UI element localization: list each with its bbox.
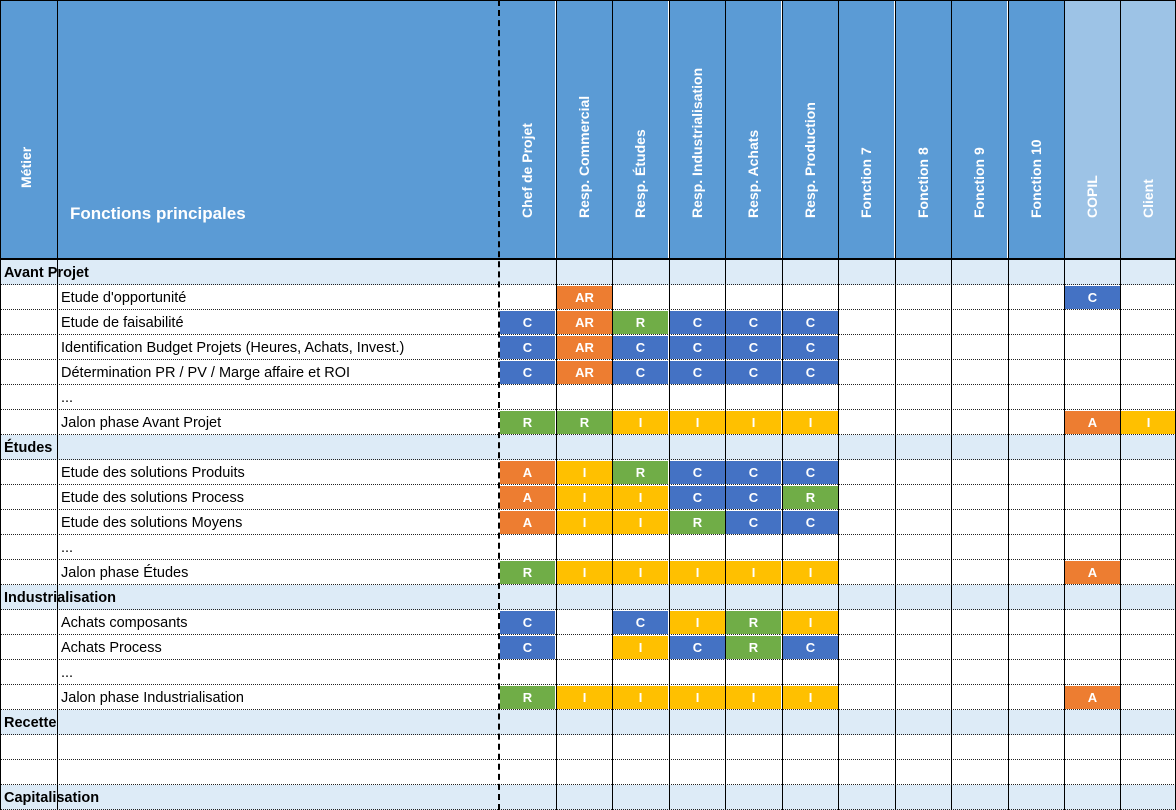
header-role-cell bbox=[1120, 0, 1176, 259]
raci-tag: C bbox=[613, 361, 668, 384]
task-label bbox=[57, 760, 499, 785]
raci-tag: C bbox=[783, 461, 838, 484]
header-role-label: Resp. Études bbox=[632, 129, 648, 218]
task-label: Etude des solutions Produits bbox=[61, 464, 245, 481]
raci-tag: C bbox=[500, 361, 555, 384]
header-role-label: Fonction 10 bbox=[1028, 139, 1044, 218]
grid-row-line bbox=[0, 684, 1176, 685]
raci-tag: C bbox=[670, 311, 725, 334]
raci-tag: R bbox=[500, 561, 555, 584]
header-role-cell bbox=[499, 0, 555, 259]
raci-tag: I bbox=[783, 411, 838, 434]
grid-col-line bbox=[895, 0, 896, 810]
raci-tag: C bbox=[783, 336, 838, 359]
grid-row-line bbox=[0, 509, 1176, 510]
raci-tag: R bbox=[500, 411, 555, 434]
task-label: Etude des solutions Moyens bbox=[61, 514, 243, 531]
task-label: Achats Process bbox=[61, 639, 162, 656]
raci-tag: R bbox=[557, 411, 612, 434]
raci-tag: AR bbox=[557, 361, 612, 384]
grid-col-line bbox=[669, 0, 670, 810]
header-role-cell bbox=[669, 0, 725, 259]
grid-col-line bbox=[556, 0, 557, 810]
raci-tag: A bbox=[500, 461, 555, 484]
grid-col-line bbox=[1120, 0, 1121, 810]
raci-tag: R bbox=[726, 611, 781, 634]
header-role-label: Fonction 7 bbox=[858, 147, 874, 218]
grid-col-line bbox=[1008, 0, 1009, 810]
raci-tag: I bbox=[557, 486, 612, 509]
raci-tag: I bbox=[783, 561, 838, 584]
section-label: Études bbox=[4, 439, 53, 456]
grid-row-line bbox=[0, 784, 1176, 785]
raci-tag: I bbox=[670, 411, 725, 434]
task-label: ... bbox=[61, 389, 74, 406]
raci-tag: R bbox=[670, 511, 725, 534]
task-label: Achats composants bbox=[61, 614, 188, 631]
grid-row-line bbox=[0, 409, 1176, 410]
raci-tag: R bbox=[500, 686, 555, 709]
section-label: Avant Projet bbox=[4, 264, 89, 281]
header-role-label: Resp. Production bbox=[802, 102, 818, 218]
raci-tag: R bbox=[613, 311, 668, 334]
task-label: Détermination PR / PV / Marge affaire et ROI bbox=[61, 364, 351, 381]
grid-row-line bbox=[0, 759, 1176, 760]
raci-tag: C bbox=[783, 361, 838, 384]
raci-tag: C bbox=[613, 611, 668, 634]
raci-tag: C bbox=[783, 511, 838, 534]
raci-tag: C bbox=[726, 486, 781, 509]
raci-tag: A bbox=[500, 511, 555, 534]
grid-row-line bbox=[0, 434, 1176, 435]
raci-tag: I bbox=[726, 686, 781, 709]
raci-tag: C bbox=[726, 336, 781, 359]
raci-tag: C bbox=[670, 486, 725, 509]
grid-row-line bbox=[0, 634, 1176, 635]
raci-tag: C bbox=[726, 311, 781, 334]
grid-col-line bbox=[0, 0, 1, 810]
header-metier-cell bbox=[0, 0, 57, 259]
raci-tag: I bbox=[783, 611, 838, 634]
raci-tag: C bbox=[500, 311, 555, 334]
grid-col-line bbox=[498, 0, 500, 810]
grid-row-line bbox=[0, 534, 1176, 535]
raci-tag: I bbox=[1121, 411, 1176, 434]
grid-row-line bbox=[0, 284, 1176, 285]
grid-col-line bbox=[782, 0, 783, 810]
raci-tag: AR bbox=[557, 336, 612, 359]
raci-tag: I bbox=[613, 511, 668, 534]
raci-tag: C bbox=[500, 636, 555, 659]
header-role-cell bbox=[951, 0, 1007, 259]
grid-col-line bbox=[838, 0, 839, 810]
header-role-cell bbox=[838, 0, 894, 259]
header-role-label: Resp. Commercial bbox=[576, 95, 592, 218]
task-label: Etude de faisabilité bbox=[61, 314, 184, 331]
raci-tag: C bbox=[726, 361, 781, 384]
raci-tag: AR bbox=[557, 286, 612, 309]
raci-tag: C bbox=[783, 311, 838, 334]
section-label: Recette bbox=[4, 714, 57, 731]
raci-tag: C bbox=[613, 336, 668, 359]
task-label: ... bbox=[61, 539, 74, 556]
task-label: Identification Budget Projets (Heures, Achats, Invest.) bbox=[61, 339, 405, 356]
header-metier: Métier bbox=[18, 146, 34, 188]
raci-tag: I bbox=[557, 461, 612, 484]
raci-tag: I bbox=[613, 561, 668, 584]
raci-tag: C bbox=[783, 636, 838, 659]
grid-row-line bbox=[0, 459, 1176, 460]
raci-tag: I bbox=[783, 686, 838, 709]
header-role-label: Resp. Industrialisation bbox=[689, 67, 705, 218]
header-role-cell bbox=[556, 0, 612, 259]
raci-tag: C bbox=[1065, 286, 1120, 309]
grid-col-line bbox=[612, 0, 613, 810]
raci-tag: I bbox=[726, 561, 781, 584]
header-role-cell bbox=[1064, 0, 1120, 259]
grid-row-line bbox=[0, 384, 1176, 385]
task-label: Etude des solutions Process bbox=[61, 489, 244, 506]
raci-tag: C bbox=[670, 461, 725, 484]
raci-tag: I bbox=[670, 561, 725, 584]
header-fonctions-cell bbox=[57, 0, 499, 259]
raci-tag: A bbox=[1065, 561, 1120, 584]
raci-tag: C bbox=[670, 336, 725, 359]
raci-tag: I bbox=[557, 561, 612, 584]
raci-tag: A bbox=[500, 486, 555, 509]
raci-tag: R bbox=[726, 636, 781, 659]
raci-tag: C bbox=[670, 636, 725, 659]
header-role-label: Chef de Projet bbox=[519, 123, 535, 218]
grid-row-line bbox=[0, 334, 1176, 335]
raci-tag: I bbox=[613, 686, 668, 709]
task-label: Etude d'opportunité bbox=[61, 289, 187, 306]
header-role-cell bbox=[725, 0, 781, 259]
raci-tag: C bbox=[670, 361, 725, 384]
raci-tag: I bbox=[613, 411, 668, 434]
grid-row-line bbox=[0, 359, 1176, 360]
header-role-label: Resp. Achats bbox=[745, 129, 761, 218]
grid-row-line bbox=[0, 609, 1176, 610]
grid-row-line bbox=[0, 584, 1176, 585]
section-label: Industrialisation bbox=[4, 589, 116, 606]
task-label: Jalon phase Avant Projet bbox=[61, 414, 222, 431]
grid-col-line bbox=[725, 0, 726, 810]
raci-tag: C bbox=[726, 461, 781, 484]
grid-row-line bbox=[0, 309, 1176, 310]
task-label: ... bbox=[61, 664, 74, 681]
section-label: Capitalisation bbox=[4, 789, 100, 806]
raci-tag: C bbox=[726, 511, 781, 534]
raci-tag: R bbox=[613, 461, 668, 484]
header-role-label: Client bbox=[1140, 179, 1156, 218]
grid-row-line bbox=[0, 734, 1176, 735]
raci-tag: C bbox=[500, 336, 555, 359]
raci-tag: I bbox=[726, 411, 781, 434]
header-role-label: COPIL bbox=[1084, 175, 1100, 218]
grid-row-line bbox=[0, 559, 1176, 560]
raci-tag: C bbox=[500, 611, 555, 634]
raci-tag: I bbox=[557, 511, 612, 534]
task-label: Jalon phase Études bbox=[61, 564, 189, 581]
grid-col-line bbox=[1064, 0, 1065, 810]
raci-tag: I bbox=[670, 611, 725, 634]
header-role-cell bbox=[1008, 0, 1064, 259]
header-fonctions: Fonctions principales bbox=[70, 204, 246, 223]
grid-row-line bbox=[0, 484, 1176, 485]
task-label: Jalon phase Industrialisation bbox=[61, 689, 244, 706]
raci-tag: A bbox=[1065, 686, 1120, 709]
grid-row-line bbox=[0, 709, 1176, 710]
raci-tag: I bbox=[670, 686, 725, 709]
grid-col-line bbox=[57, 0, 58, 810]
task-label bbox=[57, 735, 499, 760]
header-role-cell bbox=[895, 0, 951, 259]
header-role-cell bbox=[782, 0, 838, 259]
grid-top-line bbox=[0, 0, 1176, 1]
header-role-cell bbox=[612, 0, 668, 259]
raci-tag: I bbox=[613, 486, 668, 509]
raci-tag: R bbox=[783, 486, 838, 509]
header-role-label: Fonction 8 bbox=[915, 147, 931, 218]
raci-tag: I bbox=[557, 686, 612, 709]
grid-col-line bbox=[951, 0, 952, 810]
raci-tag: I bbox=[613, 636, 668, 659]
grid-row-line bbox=[0, 659, 1176, 660]
raci-tag: AR bbox=[557, 311, 612, 334]
raci-tag: A bbox=[1065, 411, 1120, 434]
header-role-label: Fonction 9 bbox=[971, 147, 987, 218]
grid-header-bottom-line bbox=[0, 258, 1176, 260]
